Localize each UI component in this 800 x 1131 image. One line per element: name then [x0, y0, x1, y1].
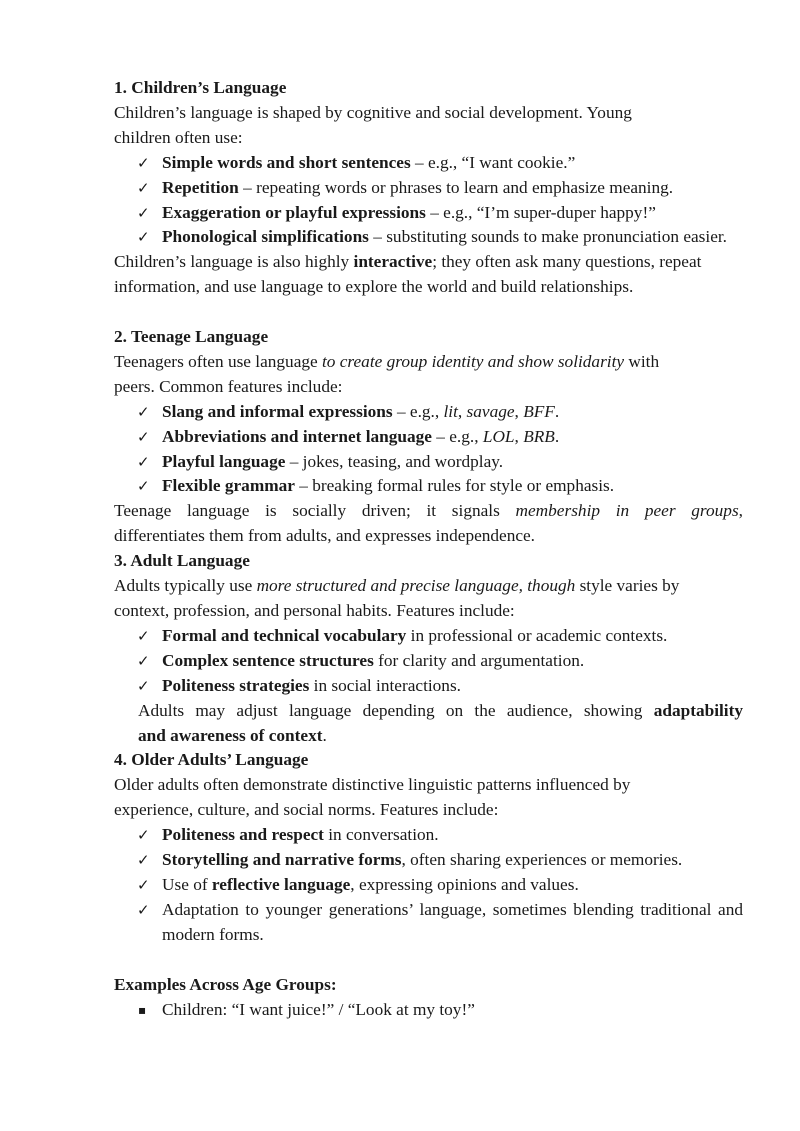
paragraph [114, 798, 743, 823]
paragraph [114, 499, 743, 524]
checkmark-icon: ✓ [137, 153, 150, 172]
list-item [114, 674, 743, 699]
section-heading-children: 1. Children’s Language [114, 78, 287, 97]
feature-list [114, 624, 743, 699]
text: , [514, 426, 524, 446]
emphasis: lit [443, 401, 458, 421]
feature-list [114, 400, 743, 500]
text: style varies by [575, 576, 680, 596]
term: Storytelling and narrative forms [162, 850, 402, 870]
text: , [738, 501, 743, 521]
list-item [114, 425, 743, 450]
text: , often sharing experiences or memories. [401, 850, 683, 870]
term: Politeness and respect [162, 825, 324, 845]
text: – repeating words or phrases to learn and emphasize meaning. [238, 177, 674, 197]
paragraph [114, 101, 743, 126]
text: – e.g., “I want cookie.” [410, 152, 576, 172]
text: differentiates them from adults, and expresses independence. [114, 526, 536, 546]
text: information, and use language to explore the world and build relationships. [114, 277, 634, 297]
term: Flexible grammar [162, 476, 295, 496]
emphasis: to create group identity and show solidarity [322, 351, 625, 371]
checkmark-icon: ✓ [137, 875, 150, 894]
emphasis: savage [466, 401, 515, 421]
term: Phonological simplifications [162, 227, 369, 247]
paragraph [114, 724, 743, 749]
text: – e.g., “I’m super-duper happy!” [425, 202, 656, 222]
list-item [114, 450, 743, 475]
checkmark-icon: ✓ [137, 402, 150, 421]
list-item [114, 848, 743, 873]
emphasis: more structured and precise language, though [256, 576, 576, 596]
feature-list [114, 151, 743, 251]
list-item [114, 474, 743, 499]
list-item [114, 873, 743, 898]
emphasis: LOL [482, 426, 515, 446]
paragraph [114, 524, 743, 549]
paragraph [114, 773, 743, 798]
term: adaptability [653, 700, 743, 720]
list-item [114, 823, 743, 848]
term: Simple words and short sentences [162, 152, 411, 172]
text: Teenagers often use language [114, 351, 322, 371]
text: Teenage language is socially driven; it signals [114, 501, 516, 521]
text: ; they often ask many questions, repeat [432, 252, 702, 272]
paragraph [114, 574, 743, 599]
term: Politeness strategies [162, 675, 310, 695]
paragraph [114, 350, 743, 375]
term: Abbreviations and internet language [162, 426, 432, 446]
example-list [114, 998, 743, 1023]
text: experience, culture, and social norms. Features include: [114, 800, 499, 820]
text: children often use: [114, 127, 243, 147]
text: , [457, 401, 467, 421]
checkmark-icon: ✓ [137, 626, 150, 645]
text: – substituting sounds to make pronunciation easier. [368, 227, 727, 247]
text: peers. Common features include: [114, 376, 343, 396]
section-heading-teenage: 2. Teenage Language [114, 327, 269, 347]
list-item [114, 225, 743, 250]
emphasis: BFF [523, 401, 555, 421]
text: Children’s language is also highly [114, 252, 354, 272]
paragraph [114, 699, 743, 724]
emphasis: BRB [523, 426, 555, 446]
section-heading-adult: 3. Adult Language [114, 551, 250, 571]
section-heading-older-adults: 4. Older Adults’ Language [114, 750, 309, 770]
text: in social interactions. [309, 675, 461, 695]
checkmark-icon: ✓ [137, 452, 150, 471]
term: Exaggeration or playful expressions [162, 202, 426, 222]
section-heading-examples: Examples Across Age Groups: [114, 974, 337, 994]
paragraph [114, 599, 743, 624]
text: Adults may adjust language depending on the audience, showing [138, 700, 654, 720]
list-item [114, 201, 743, 226]
checkmark-icon: ✓ [137, 651, 150, 670]
list-item [114, 400, 743, 425]
term: and awareness of context [138, 725, 323, 745]
text: . [554, 401, 560, 421]
text: – breaking formal rules for style or emphasis. [294, 476, 615, 496]
text: for clarity and argumentation. [373, 650, 585, 670]
term: Repetition [162, 177, 239, 197]
checkmark-icon: ✓ [137, 826, 150, 845]
term: Complex sentence structures [162, 650, 374, 670]
text: . [554, 426, 560, 446]
feature-list [114, 823, 743, 948]
list-item [114, 624, 743, 649]
term: reflective language [211, 874, 351, 894]
checkmark-icon: ✓ [137, 851, 150, 870]
text: , expressing opinions and values. [350, 874, 579, 894]
paragraph [114, 375, 743, 400]
paragraph [114, 126, 743, 151]
text: context, profession, and personal habits. Features include: [114, 601, 515, 621]
term: Formal and technical vocabulary [162, 625, 407, 645]
text: – e.g., [392, 401, 444, 421]
checkmark-icon: ✓ [137, 477, 150, 496]
text: in professional or academic contexts. [406, 625, 668, 645]
list-item [114, 649, 743, 674]
term: Slang and informal expressions [162, 401, 393, 421]
paragraph [114, 275, 743, 300]
text: with [624, 351, 660, 371]
checkmark-icon: ✓ [137, 900, 150, 919]
paragraph [114, 250, 743, 275]
term: interactive [353, 252, 433, 272]
checkmark-icon: ✓ [137, 178, 150, 197]
list-item [114, 898, 743, 948]
checkmark-icon: ✓ [137, 203, 150, 222]
text: – e.g., [431, 426, 483, 446]
bullet-icon: ▪ [138, 1002, 147, 1017]
list-item [114, 176, 743, 201]
list-item [114, 151, 743, 176]
text: Adaptation to younger generations’ language, sometimes blending traditional and modern forms. [162, 899, 743, 944]
text: in conversation. [323, 825, 439, 845]
list-item [114, 998, 743, 1023]
text: – jokes, teasing, and wordplay. [285, 451, 504, 471]
checkmark-icon: ✓ [137, 228, 150, 247]
checkmark-icon: ✓ [137, 427, 150, 446]
term: Playful language [162, 451, 286, 471]
emphasis: membership in peer groups [515, 501, 739, 521]
text: Children: “I want juice!” / “Look at my toy!” [162, 999, 475, 1019]
text: Use of [162, 874, 212, 894]
text: Adults typically use [114, 576, 257, 596]
checkmark-icon: ✓ [137, 676, 150, 695]
text: . [322, 725, 327, 745]
text: , [514, 401, 524, 421]
text: Children’s language is shaped by cognitive and social development. Young [114, 102, 632, 122]
text: Older adults often demonstrate distinctive linguistic patterns influenced by [114, 775, 631, 795]
